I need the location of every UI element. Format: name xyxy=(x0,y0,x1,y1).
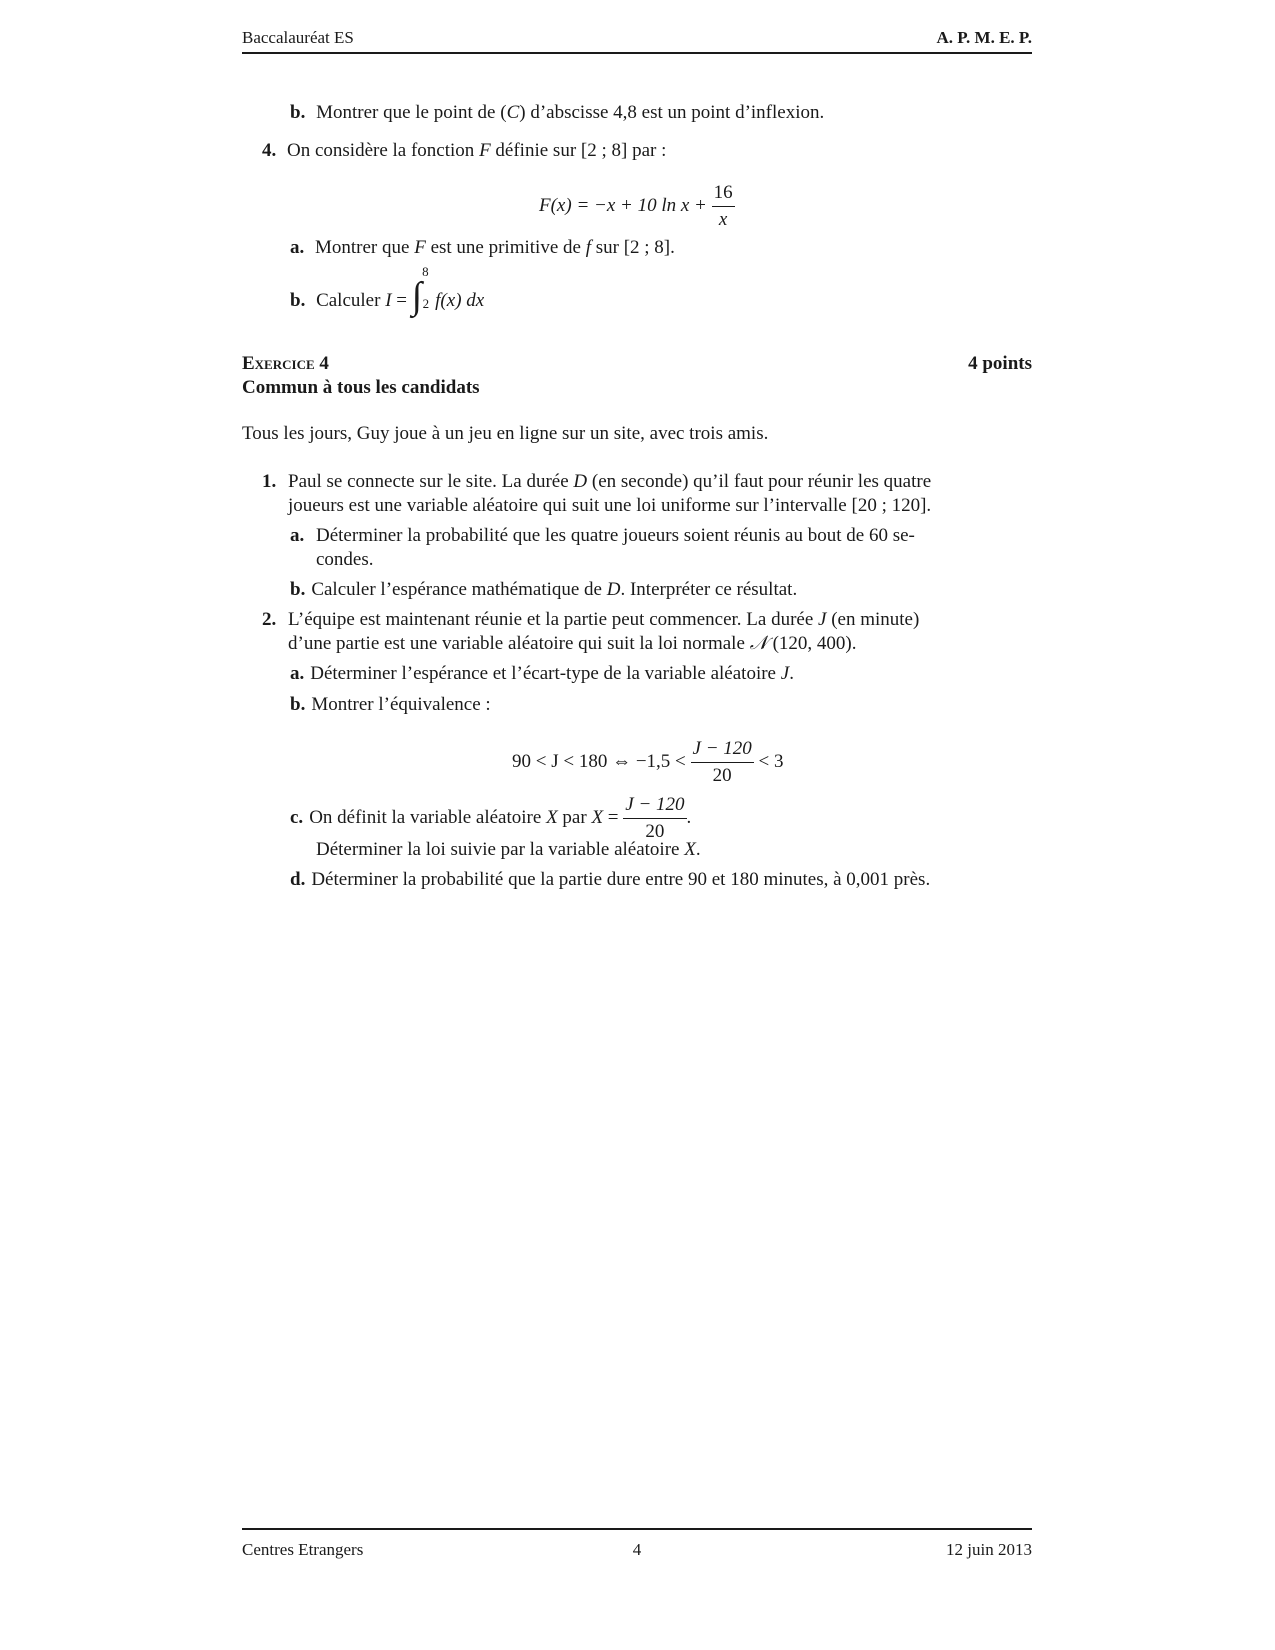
integral-upper: 8 xyxy=(422,264,429,280)
exercise-points: 4 points xyxy=(968,353,1032,374)
question-2b: b. Montrer l’équivalence : xyxy=(290,694,491,715)
exercise-intro: Tous les jours, Guy joue à un jeu en ligne sur un site, avec trois amis. xyxy=(242,423,769,444)
question-4a xyxy=(290,237,675,259)
fraction: $\frac{J - 120}{20}$ xyxy=(625,794,685,842)
item-label: b. xyxy=(290,102,306,123)
equation-F: F(x) = −x + 10 ln x + $\frac{16}{x}$ xyxy=(539,180,735,233)
question-2d: d. Déterminer la probabilité que la partie dure entre 90 et 180 minutes, à 0,001 près. xyxy=(290,869,931,890)
integral-lower: 2 xyxy=(422,296,430,312)
exam-page xyxy=(242,0,1032,1650)
question-4b: b. Calculer I = ∫$^8_2$ f(x) dx xyxy=(290,264,485,317)
page-number: 4 xyxy=(632,1540,642,1559)
question-1b: b. Calculer l’espérance mathématique de D. Interpréter ce résultat. xyxy=(290,579,798,600)
question-2-line1: L’équipe est maintenant réunie et la partie peut commencer. La durée J (en minute) xyxy=(288,609,920,630)
question-2-label: 2. xyxy=(262,609,277,630)
header-right: A. P. M. E. P. xyxy=(936,28,1032,47)
item-label: a. xyxy=(290,237,305,258)
question-1-line2: joueurs est une variable aléatoire qui suit une loi uniforme sur l’intervalle [20 ; 120]. xyxy=(288,495,932,516)
item-label: b. xyxy=(290,290,306,312)
item-text: Montrer que le point de (C) d’abscisse 4,8 est un point d’inflexion. xyxy=(316,102,825,123)
item-text: Montrer que F est une primitive de f sur [2 ; 8]. xyxy=(315,237,675,258)
question-1a-line2: condes. xyxy=(316,549,374,570)
question-2c-line2: Déterminer la loi suivie par la variable aléatoire X. xyxy=(316,839,701,860)
item-text: On considère la fonction F définie sur [2 ; 8] par : xyxy=(287,140,667,161)
question-1-label: 1. xyxy=(262,471,277,492)
integrand: f(x) dx xyxy=(435,290,485,312)
question-2-line2: d’une partie est une variable aléatoire qui suit la loi normale 𝒩 (120, 400). xyxy=(288,633,857,654)
question-4 xyxy=(262,140,666,162)
integral-sign: ∫ xyxy=(411,275,423,317)
question-1-line1: Paul se connecte sur le site. La durée D (en seconde) qu’il faut pour réunir les quatre xyxy=(288,471,932,492)
page-footer xyxy=(242,1528,1032,1560)
footer-left: Centres Etrangers xyxy=(242,1540,364,1559)
header-left: Baccalauréat ES xyxy=(242,28,354,47)
exercise-title: Exercice 4 xyxy=(242,353,329,374)
question-1a-label: a. xyxy=(290,525,305,546)
fraction: $\frac{16}{x}$ xyxy=(713,182,733,230)
fraction: $\frac{J - 120}{20}$ xyxy=(692,738,752,786)
footer-date: 12 juin 2013 xyxy=(946,1540,1032,1559)
question-3b xyxy=(290,102,824,124)
exercise-subtitle: Commun à tous les candidats xyxy=(242,377,480,398)
question-2a: a. Déterminer l’espérance et l’écart-type de la variable aléatoire J. xyxy=(290,663,794,684)
question-1a-line1: Déterminer la probabilité que les quatre joueurs soient réunis au bout de 60 se- xyxy=(316,525,915,546)
item-label: 4. xyxy=(262,140,277,161)
question-2c: c. On définit la variable aléatoire X par X = $\frac{J - 120}{20}$ . xyxy=(290,792,691,845)
page-header xyxy=(242,28,1032,54)
equivalence-equation: 90 < J < 180 ⇔ −1,5 < $\frac{J - 120}{20}$ < 3 xyxy=(512,736,784,789)
